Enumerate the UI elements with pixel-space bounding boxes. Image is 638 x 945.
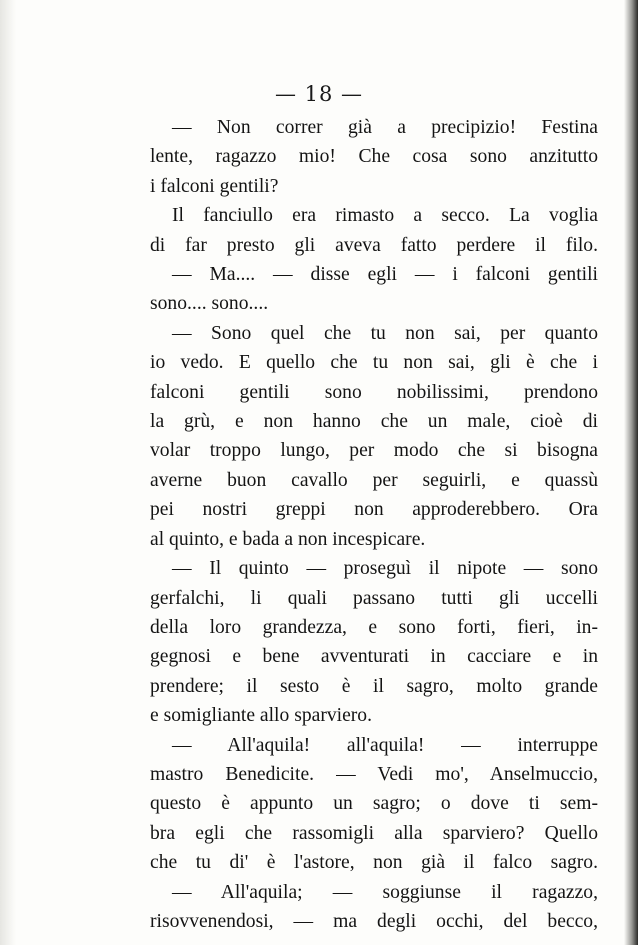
text-line: gerfalchi, li quali passano tutti gli uccelli [150, 587, 598, 609]
text-line: gegnosi e bene avventurati in cacciare e in [150, 646, 598, 668]
text-line: bra egli che rassomigli alla sparviero? Quello [150, 822, 598, 844]
text-line: Il fanciullo era rimasto a secco. La voglia [172, 205, 598, 227]
page-gutter-shadow [0, 0, 16, 945]
text-line: volar troppo lungo, per modo che si bisogna [150, 440, 598, 462]
text-line: pei nostri greppi non approderebbero. Ora [150, 499, 598, 521]
text-line: falconi gentili sono nobilissimi, prendono [150, 381, 598, 403]
text-line: — All'aquila; — soggiunse il ragazzo, [172, 881, 598, 903]
page-edge-shadow [624, 0, 638, 945]
text-line: — Ma.... — disse egli — i falconi gentili [172, 264, 598, 286]
text-line: mastro Benedicite. — Vedi mo', Anselmuccio, [150, 763, 598, 785]
text-line: prendere; il sesto è il sagro, molto grande [150, 675, 598, 697]
text-line: della loro grandezza, e sono forti, fieri, in- [150, 616, 598, 638]
text-line: — Il quinto — proseguì il nipote — sono [172, 558, 598, 580]
page-number: — 18 — [274, 82, 364, 106]
body-text [150, 113, 598, 936]
text-line: averne buon cavallo per seguirli, e quassù [150, 469, 598, 491]
text-line: la grù, e non hanno che un male, cioè di [150, 411, 598, 433]
text-line: — All'aquila! all'aquila! — interruppe [172, 734, 598, 756]
text-line: che tu di' è l'astore, non già il falco sagro. [150, 852, 598, 874]
text-line: io vedo. E quello che tu non sai, gli è che i [150, 352, 598, 374]
text-line: risovvenendosi, — ma degli occhi, del becco, [150, 910, 598, 932]
text-line: al quinto, e bada a non incespicare. [150, 528, 426, 550]
text-line: e somigliante allo sparviero. [150, 705, 372, 727]
text-line: di far presto gli aveva fatto perdere il filo. [150, 234, 598, 256]
text-line: — Non correr già a precipizio! Festina [172, 117, 598, 138]
text-line: — Sono quel che tu non sai, per quanto [172, 322, 598, 344]
text-line: questo è appunto un sagro; o dove ti sem- [150, 793, 598, 815]
text-line: i falconi gentili? [150, 175, 279, 197]
text-line: sono.... sono.... [150, 293, 269, 315]
text-line: lente, ragazzo mio! Che cosa sono anzitutto [150, 146, 598, 168]
